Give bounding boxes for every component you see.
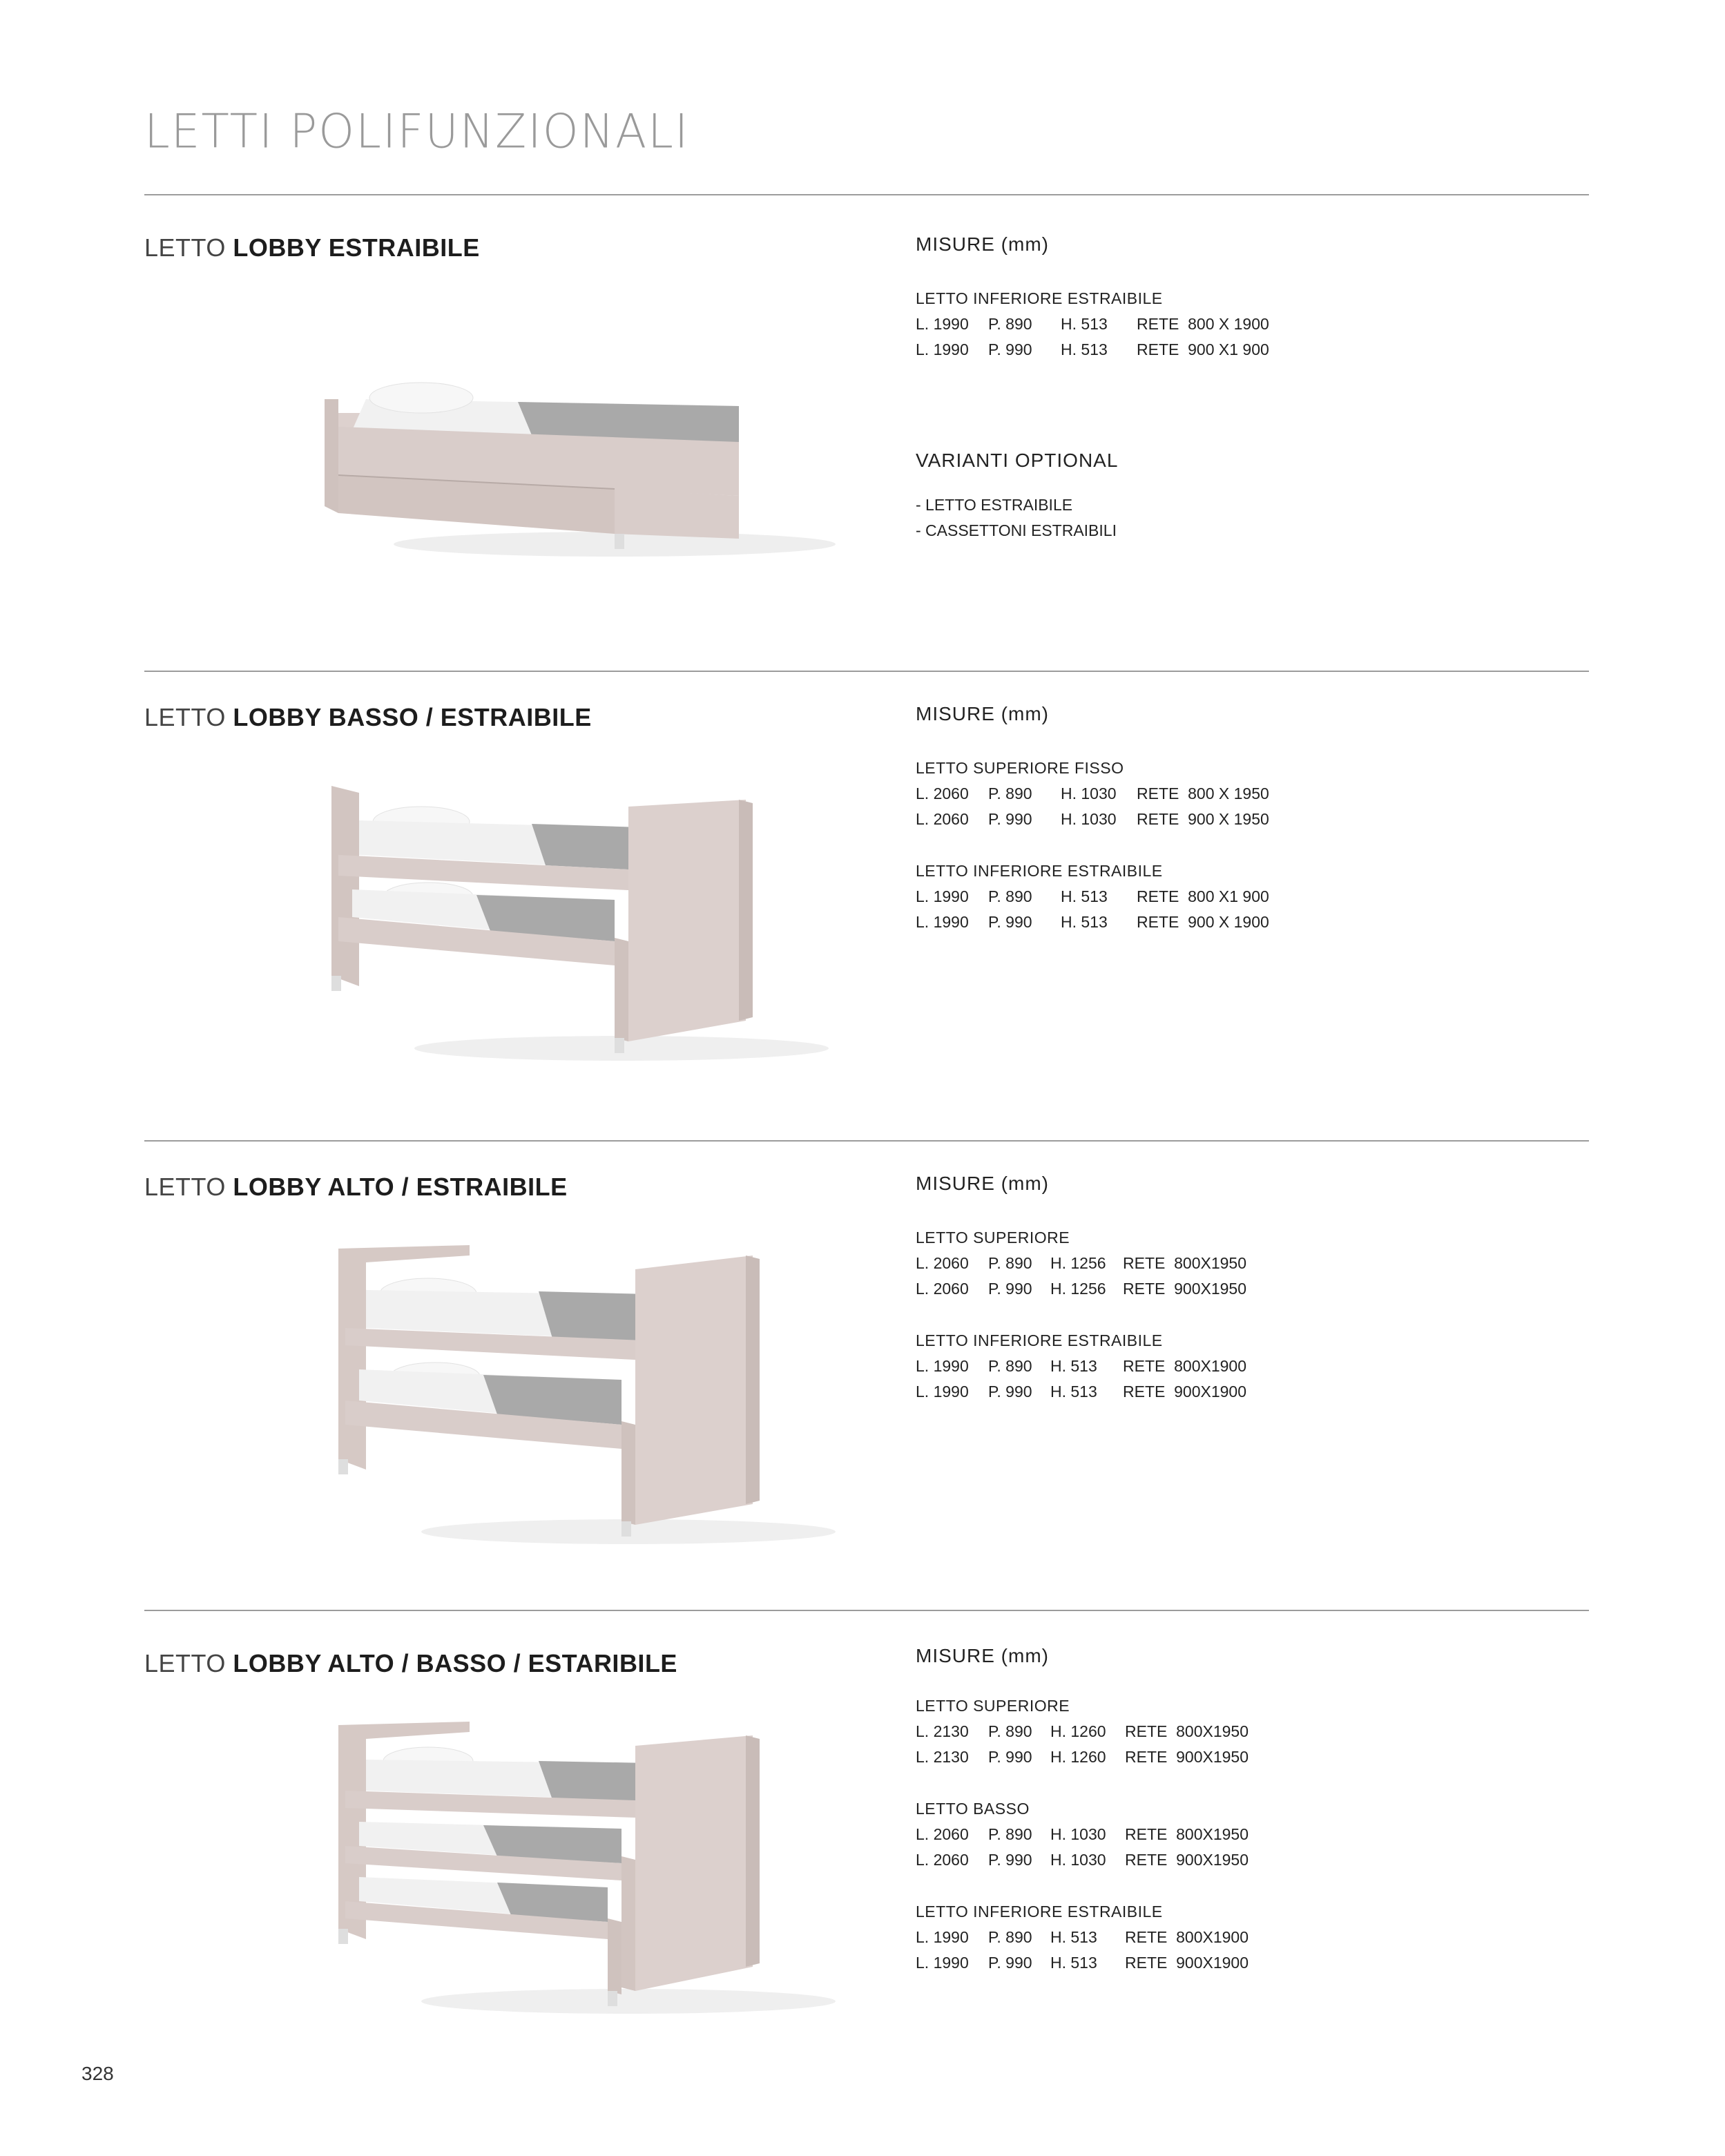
spec-height: H. 513 — [1061, 315, 1108, 333]
spec-height: H. 513 — [1061, 913, 1108, 931]
variants-title: VARIANTI OPTIONAL — [916, 450, 1119, 471]
spec-length: L. 1990 — [916, 913, 969, 931]
divider — [144, 1140, 1589, 1142]
spec-length: L. 1990 — [916, 1383, 969, 1401]
spec-depth: P. 890 — [988, 1825, 1032, 1843]
spec-length: L. 2060 — [916, 1825, 969, 1843]
spec-height: H. 513 — [1050, 1357, 1097, 1375]
spec-block — [916, 1645, 1537, 2002]
spec-row — [916, 807, 1537, 832]
spec-depth: P. 890 — [988, 887, 1032, 905]
spec-row — [916, 1354, 1537, 1379]
spec-row — [916, 909, 1537, 935]
spec-group-label: LETTO SUPERIORE — [916, 1697, 1070, 1715]
spec-height: H. 1260 — [1050, 1722, 1106, 1740]
section-title — [144, 233, 480, 262]
spec-group-label: LETTO INFERIORE ESTRAIBILE — [916, 862, 1163, 880]
spec-rete: RETE 900X1900 — [1123, 1383, 1247, 1401]
spec-height: H. 1256 — [1050, 1254, 1106, 1272]
spec-rete: RETE 900 X 1950 — [1137, 810, 1269, 828]
spec-depth: P. 990 — [988, 340, 1032, 358]
spec-length: L. 1990 — [916, 1357, 969, 1375]
spec-group — [916, 1693, 1537, 1770]
variants-list — [916, 492, 1537, 543]
spec-height: H. 513 — [1050, 1928, 1097, 1946]
spec-height: H. 1256 — [1050, 1280, 1106, 1298]
spec-group-label: LETTO INFERIORE ESTRAIBILE — [916, 1331, 1163, 1349]
spec-length: L. 1990 — [916, 1954, 969, 1972]
spec-group — [916, 1796, 1537, 1873]
spec-group — [916, 1328, 1537, 1405]
spec-depth: P. 890 — [988, 1254, 1032, 1272]
spec-block — [916, 233, 1537, 543]
page-number: 328 — [81, 2063, 114, 2084]
section-title-name: LOBBY ALTO / BASSO / ESTARIBILE — [233, 1649, 677, 1677]
divider — [144, 1610, 1589, 1611]
spec-rete: RETE 900X1950 — [1125, 1748, 1249, 1766]
spec-height: H. 1030 — [1050, 1851, 1106, 1869]
spec-group-label: LETTO SUPERIORE FISSO — [916, 759, 1124, 777]
section-title — [144, 1173, 568, 1202]
spec-row — [916, 337, 1537, 363]
misure-label: MISURE (mm) — [916, 1645, 1049, 1666]
spec-length: L. 1990 — [916, 887, 969, 905]
spec-depth: P. 990 — [988, 810, 1032, 828]
spec-rete: RETE 800X1900 — [1123, 1357, 1247, 1375]
section-title — [144, 703, 592, 732]
spec-group — [916, 1899, 1537, 1976]
spec-row — [916, 311, 1537, 337]
variant-item: - CASSETTONI ESTRAIBILI — [916, 521, 1117, 539]
spec-height: H. 513 — [1061, 887, 1108, 905]
spec-depth: P. 890 — [988, 1357, 1032, 1375]
spec-depth: P. 890 — [988, 1928, 1032, 1946]
divider — [144, 194, 1589, 195]
bed-image-lobby-estraibile — [325, 358, 849, 565]
spec-length: L. 2060 — [916, 1254, 969, 1272]
spec-rete: RETE 900 X1 900 — [1137, 340, 1269, 358]
spec-row — [916, 1251, 1537, 1276]
spec-length: L. 2060 — [916, 1280, 969, 1298]
section-title — [144, 1649, 677, 1678]
spec-group-label: LETTO SUPERIORE — [916, 1229, 1070, 1247]
section-title-prefix: LETTO — [144, 1173, 226, 1201]
bed-image-lobby-basso-estraibile — [325, 779, 849, 1069]
page-title: LETTI POLIFUNZIONALI — [144, 104, 690, 159]
misure-label: MISURE (mm) — [916, 1173, 1049, 1194]
bed-image-lobby-alto-basso-estraibile — [331, 1718, 856, 2022]
section-title-prefix: LETTO — [144, 233, 226, 262]
spec-group — [916, 858, 1537, 935]
spec-row — [916, 884, 1537, 909]
spec-row — [916, 1822, 1537, 1847]
spec-rete: RETE 800X1950 — [1123, 1254, 1247, 1272]
spec-depth: P. 890 — [988, 1722, 1032, 1740]
spec-height: H. 1030 — [1061, 810, 1117, 828]
spec-block — [916, 1173, 1537, 1431]
section-title-name: LOBBY BASSO / ESTRAIBILE — [233, 703, 592, 731]
variant-item: - LETTO ESTRAIBILE — [916, 496, 1073, 514]
spec-group-label: LETTO INFERIORE ESTRAIBILE — [916, 289, 1163, 307]
spec-row — [916, 1950, 1537, 1976]
spec-row — [916, 1719, 1537, 1744]
spec-group — [916, 1225, 1537, 1302]
spec-row — [916, 1276, 1537, 1302]
spec-depth: P. 990 — [988, 1280, 1032, 1298]
bed-image-lobby-alto-estraibile — [331, 1242, 856, 1559]
spec-depth: P. 990 — [988, 1383, 1032, 1401]
spec-group-label: LETTO INFERIORE ESTRAIBILE — [916, 1903, 1163, 1921]
misure-label: MISURE (mm) — [916, 703, 1049, 724]
spec-depth: P. 890 — [988, 785, 1032, 802]
spec-length: L. 2060 — [916, 810, 969, 828]
spec-length: L. 2060 — [916, 785, 969, 802]
spec-rete: RETE 800 X 1900 — [1137, 315, 1269, 333]
spec-depth: P. 890 — [988, 315, 1032, 333]
spec-group-label: LETTO BASSO — [916, 1800, 1030, 1818]
spec-row — [916, 1744, 1537, 1770]
spec-rete: RETE 900X1950 — [1125, 1851, 1249, 1869]
spec-group — [916, 286, 1537, 363]
spec-height: H. 1030 — [1050, 1825, 1106, 1843]
spec-rete: RETE 900X1950 — [1123, 1280, 1247, 1298]
section-title-name: LOBBY ESTRAIBILE — [233, 233, 480, 262]
spec-block — [916, 703, 1537, 961]
spec-row — [916, 1379, 1537, 1405]
spec-height: H. 513 — [1061, 340, 1108, 358]
spec-height: H. 1260 — [1050, 1748, 1106, 1766]
section-title-prefix: LETTO — [144, 1649, 226, 1677]
spec-length: L. 1990 — [916, 315, 969, 333]
spec-row — [916, 781, 1537, 807]
spec-rete: RETE 900X1900 — [1125, 1954, 1249, 1972]
spec-depth: P. 990 — [988, 1954, 1032, 1972]
spec-rete: RETE 800 X 1950 — [1137, 785, 1269, 802]
spec-length: L. 2130 — [916, 1722, 969, 1740]
spec-row — [916, 1925, 1537, 1950]
spec-length: L. 1990 — [916, 1928, 969, 1946]
spec-row — [916, 1847, 1537, 1873]
spec-length: L. 2130 — [916, 1748, 969, 1766]
spec-height: H. 513 — [1050, 1383, 1097, 1401]
spec-rete: RETE 800X1900 — [1125, 1928, 1249, 1946]
spec-rete: RETE 800 X1 900 — [1137, 887, 1269, 905]
spec-rete: RETE 800X1950 — [1125, 1825, 1249, 1843]
spec-depth: P. 990 — [988, 913, 1032, 931]
divider — [144, 671, 1589, 672]
spec-length: L. 2060 — [916, 1851, 969, 1869]
misure-label: MISURE (mm) — [916, 233, 1049, 255]
spec-height: H. 513 — [1050, 1954, 1097, 1972]
section-title-name: LOBBY ALTO / ESTRAIBILE — [233, 1173, 568, 1201]
spec-rete: RETE 800X1950 — [1125, 1722, 1249, 1740]
spec-depth: P. 990 — [988, 1748, 1032, 1766]
spec-length: L. 1990 — [916, 340, 969, 358]
spec-depth: P. 990 — [988, 1851, 1032, 1869]
spec-rete: RETE 900 X 1900 — [1137, 913, 1269, 931]
section-title-prefix: LETTO — [144, 703, 226, 731]
spec-group — [916, 755, 1537, 832]
spec-height: H. 1030 — [1061, 785, 1117, 802]
